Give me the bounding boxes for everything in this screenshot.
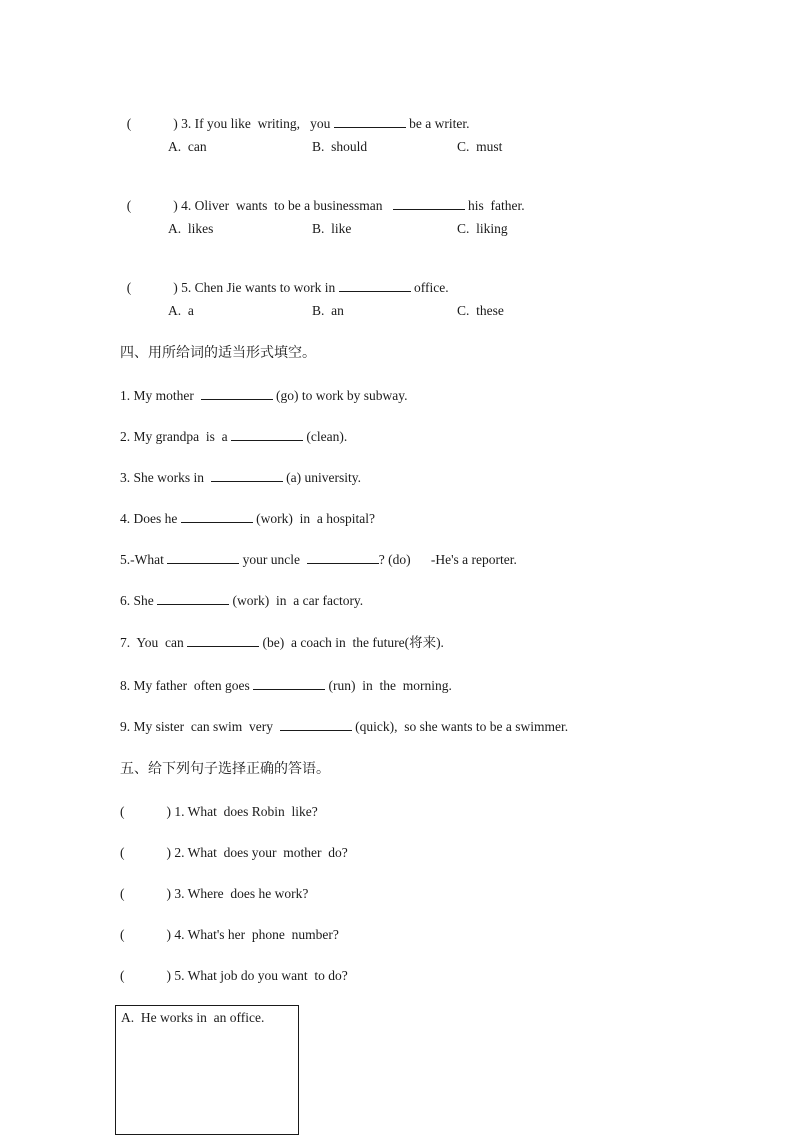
item-text-end: (go) to work by subway. [272,388,408,403]
item-text: 4. Does he [120,511,181,526]
question-text: 5. Chen Jie wants to work in [177,280,339,295]
answer-options-box [115,1005,299,1135]
match-question-1 [120,803,318,821]
option-b[interactable]: B. an [312,303,344,318]
fill-blank[interactable] [393,197,465,210]
item-text: 8. My father often goes [120,678,254,693]
answer-paren-open: ( [126,198,132,213]
item-text-end: (work) in a car factory. [229,593,364,608]
option-a[interactable]: A. likes [168,221,214,236]
option-c[interactable]: C. these [457,303,504,318]
option-a[interactable]: A. can [168,139,207,154]
question-text-end: his father. [464,198,525,213]
item-text: 2. My grandpa is a [120,429,231,444]
section-5-title: 五、给下列句子选择正确的答语。 [120,761,330,777]
question-text: 2. What does your mother do? [171,845,348,860]
item-text-end: ? (do) -He's a reporter. [378,552,517,567]
answer-paren-open: ( [120,927,125,942]
item-text-end: (work) in a hospital? [252,511,375,526]
item-text-end: (be) a coach in the future(将来). [259,635,444,650]
item-text-mid: your uncle [239,552,307,567]
item-text-end: (quick), so she wants to be a swimmer. [351,719,569,734]
answer-paren-open: ( [120,886,125,901]
fill-item-8 [120,677,452,695]
question-text: 1. What does Robin like? [171,804,318,819]
fill-blank[interactable] [201,387,273,400]
fill-blank[interactable] [339,279,411,292]
question-text: 5. What job do you want to do? [171,968,348,983]
answer-paren-close: ) [166,886,171,901]
answer-paren-close: ) [166,968,171,983]
answer-paren-close: ) [166,845,171,860]
item-text: 7. You can [120,635,188,650]
item-text: 3. She works in [120,470,211,485]
answer-paren-close: ) [173,280,178,295]
fill-blank[interactable] [157,592,229,605]
fill-item-1 [120,387,407,405]
question-text-end: be a writer. [405,116,470,131]
option-a[interactable]: A. a [168,303,194,318]
fill-blank[interactable] [187,634,259,647]
match-question-4 [120,926,339,944]
mc-question-4 [120,179,525,215]
match-question-3 [120,885,308,903]
fill-item-6 [120,592,363,610]
fill-item-2 [120,428,347,446]
fill-blank-2[interactable] [307,551,379,564]
answer-paren-open: ( [120,845,125,860]
fill-blank[interactable] [211,469,283,482]
mc-question-3 [120,97,469,133]
answer-paren-close: ) [166,927,171,942]
answer-paren-close: ) [166,804,171,819]
question-text: 3. Where does he work? [171,886,309,901]
item-text: 6. She [120,593,158,608]
answer-paren-close: ) [173,116,178,131]
option-c[interactable]: C. must [457,139,503,154]
fill-blank[interactable] [334,115,406,128]
item-text-end: (run) in the morning. [325,678,452,693]
fill-item-7 [120,634,444,652]
fill-blank[interactable] [253,677,325,690]
option-b[interactable]: B. should [312,139,368,154]
mc-question-5 [120,261,449,297]
item-text-end: (clean). [302,429,348,444]
item-text: 5.-What [120,552,168,567]
answer-paren-close: ) [173,198,178,213]
fill-item-3 [120,469,361,487]
fill-blank[interactable] [181,510,253,523]
question-text: 4. What's her phone number? [171,927,339,942]
section-4-title: 四、用所给词的适当形式填空。 [120,345,316,361]
match-question-5 [120,967,348,985]
fill-blank[interactable] [167,551,239,564]
question-text: 3. If you like writing, you [177,116,334,131]
fill-blank[interactable] [280,718,352,731]
item-text: 9. My sister can swim very [120,719,280,734]
option-b[interactable]: B. like [312,221,352,236]
question-text: 4. Oliver wants to be a businessman [177,198,393,213]
answer-paren-open: ( [126,280,132,295]
item-text-end: (a) university. [282,470,361,485]
fill-item-4 [120,510,375,528]
answer-option-a: A. He works in an office. [121,1010,265,1025]
question-text-end: office. [410,280,449,295]
fill-blank[interactable] [231,428,303,441]
match-question-2 [120,844,348,862]
option-c[interactable]: C. liking [457,221,508,236]
answer-paren-open: ( [120,968,125,983]
fill-item-9 [120,718,568,736]
answer-paren-open: ( [120,804,125,819]
fill-item-5 [120,551,517,569]
item-text: 1. My mother [120,388,201,403]
answer-paren-open: ( [126,116,132,131]
